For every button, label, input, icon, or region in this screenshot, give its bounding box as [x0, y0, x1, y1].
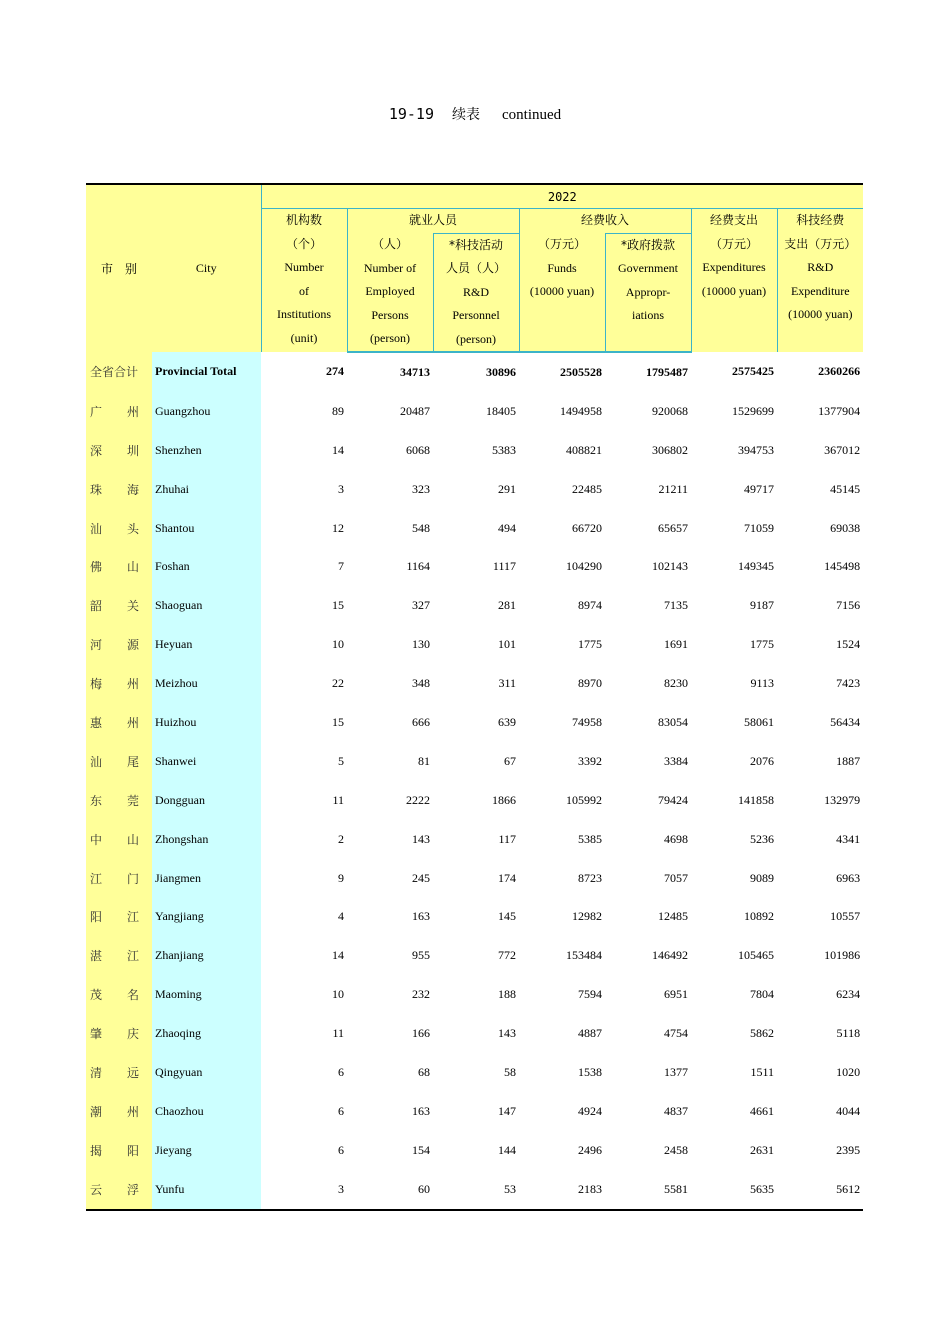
table-cell: 6234 [836, 987, 861, 1002]
table-cell: 6 [338, 1142, 344, 1157]
table-cell: 11 [332, 1026, 344, 1041]
table-cell: 7 [338, 559, 344, 574]
table-cell: 394753 [738, 442, 774, 457]
table-cell: 2360266 [818, 364, 861, 379]
table-cell: 153484 [566, 948, 602, 963]
table-row [86, 859, 863, 898]
table-cell: 3 [261, 1170, 347, 1210]
city-name-cn-text: 中山 [90, 832, 139, 847]
table-cell: 1164 [406, 559, 430, 574]
table-number: 19-19 [388, 105, 434, 123]
city-name-cn [86, 431, 152, 470]
header-expenditures-unit-en: (10000 yuan) [701, 283, 767, 298]
header-institutions-en-1: Number [284, 260, 324, 274]
header-rd-expenditure [777, 209, 863, 353]
city-name-en: Shanwei [152, 742, 261, 781]
table-cell: 5118 [836, 1026, 861, 1041]
table-cell: 1538 [578, 1064, 602, 1079]
table-cell: 5236 [750, 831, 774, 846]
table-row [86, 586, 863, 625]
table-cell: 494 [498, 520, 516, 535]
table-cell: 1887 [836, 753, 861, 768]
table-cell: 2458 [664, 1142, 688, 1157]
header-rd-personnel-en-1: R&D [462, 284, 489, 299]
table-cell: 60 [347, 1170, 433, 1210]
table-cell: 2183 [519, 1170, 605, 1210]
table-cell: 49717 [744, 481, 774, 496]
table-cell: 245 [412, 870, 430, 885]
table-cell: 4698 [664, 831, 688, 846]
table-cell: 68 [418, 1064, 430, 1079]
table-cell: 7057 [664, 870, 688, 885]
header-employed-en-2: Employed [365, 284, 415, 298]
table-cell: 4341 [836, 831, 861, 846]
table-cell: 2222 [406, 792, 430, 807]
table-cell: 9187 [750, 598, 774, 613]
city-name-cn [86, 781, 152, 820]
table-row [86, 820, 863, 859]
header-rd-expenditure-unit-cn: 支出（万元） [784, 236, 857, 251]
header-expenditures-cn: 经费支出 [709, 213, 758, 227]
city-name-cn-text: 韶关 [90, 599, 139, 614]
table-cell: 1529699 [732, 403, 774, 418]
table-cell: 2505528 [560, 364, 602, 379]
table-cell: 11 [332, 792, 344, 807]
table-row [86, 664, 863, 703]
city-name-en: Foshan [152, 547, 261, 586]
table-cell: 30896 [486, 364, 516, 379]
city-name-en: Shantou [152, 509, 261, 548]
table-cell: 163 [412, 1103, 430, 1118]
city-name-cn-text: 全省合计 [90, 365, 139, 380]
table-cell: 7135 [664, 598, 688, 613]
table-cell: 18405 [486, 403, 516, 418]
table-cell: 117 [498, 831, 516, 846]
city-name-cn-text: 珠海 [90, 482, 139, 497]
table-cell: 145 [498, 909, 516, 924]
city-name-cn [86, 664, 152, 703]
table-cell: 4 [338, 909, 344, 924]
table-header [86, 184, 863, 352]
table-cell: 9089 [750, 870, 774, 885]
statistics-table [86, 183, 863, 1211]
table-cell: 8723 [578, 870, 602, 885]
table-cell: 154 [412, 1142, 430, 1157]
table-cell: 10557 [830, 909, 861, 924]
table-cell: 20487 [400, 403, 430, 418]
table-cell: 348 [412, 676, 430, 691]
table-cell: 6068 [406, 442, 430, 457]
city-name-en: Dongguan [152, 781, 261, 820]
city-name-cn-text: 阳江 [90, 910, 139, 925]
table-row [86, 470, 863, 509]
table-cell: 1795487 [646, 364, 688, 379]
city-name-cn-text: 惠州 [90, 715, 139, 730]
table-cell: 74958 [572, 714, 602, 729]
table-cell: 102143 [652, 559, 688, 574]
header-funds-unit-en: (10000 yuan) [529, 284, 595, 298]
header-city-cn: 市 别 [100, 262, 137, 276]
city-name-cn [86, 547, 152, 586]
city-name-cn-text: 佛山 [90, 560, 139, 575]
header-employed-group [347, 209, 519, 234]
table-cell: 7156 [836, 598, 861, 613]
table-cell: 81 [418, 753, 430, 768]
table-cell: 145498 [824, 559, 861, 574]
city-name-cn-text: 河源 [90, 638, 139, 653]
city-name-en: Jieyang [152, 1131, 261, 1170]
city-name-en: Shenzhen [152, 431, 261, 470]
city-name-cn-text: 湛江 [90, 949, 139, 964]
table-cell: 21211 [658, 481, 688, 496]
table-cell: 12485 [658, 909, 688, 924]
table-cell: 45145 [830, 481, 861, 496]
city-name-cn [86, 820, 152, 859]
table-cell: 5 [338, 753, 344, 768]
city-name-cn [86, 1131, 152, 1170]
header-employed-en-3: Persons [371, 307, 409, 322]
table-cell: 143 [412, 831, 430, 846]
city-name-en: Guangzhou [152, 392, 261, 431]
table-cell: 5862 [750, 1026, 774, 1041]
header-institutions [261, 209, 347, 353]
table-cell: 22 [332, 676, 344, 691]
table-cell: 7594 [578, 987, 602, 1002]
header-funds-en: Funds [547, 260, 577, 275]
table-cell: 920068 [652, 403, 688, 418]
table-cell: 1020 [836, 1064, 861, 1079]
table-cell: 1775 [578, 637, 602, 652]
header-year: 2022 [261, 184, 863, 209]
table-cell: 89 [332, 403, 344, 418]
table-row [86, 547, 863, 586]
table-row [86, 625, 863, 664]
header-rd-expenditure-en-2: Expenditure [790, 283, 850, 298]
city-name-cn [86, 859, 152, 898]
table-cell: 1775 [750, 637, 774, 652]
header-institutions-en-3: Institutions [276, 307, 331, 321]
table-cell: 9 [338, 870, 344, 885]
table-cell: 10 [332, 637, 344, 652]
table-row [86, 936, 863, 975]
table-cell: 8970 [578, 676, 602, 691]
header-rd-expenditure-unit-en: (10000 yuan) [788, 307, 853, 321]
table-cell: 141858 [738, 792, 774, 807]
table-cell: 291 [498, 481, 516, 496]
table-cell: 83054 [658, 714, 688, 729]
table-cell: 14 [332, 948, 344, 963]
city-name-en: Heyuan [152, 625, 261, 664]
table-cell: 6 [338, 1064, 344, 1079]
table-row-total [86, 352, 863, 392]
table-cell: 163 [412, 909, 430, 924]
city-name-cn-text: 汕尾 [90, 754, 139, 769]
city-name-cn-text: 茂名 [90, 988, 139, 1003]
header-employed-en-1: Number of [363, 260, 417, 275]
table-row [86, 1131, 863, 1170]
table-row [86, 1053, 863, 1092]
header-funds-group [519, 209, 691, 234]
header-funds-unit-cn: （万元） [537, 237, 586, 251]
table-cell: 1117 [492, 559, 516, 574]
header-employed-unit-cn: （人） [371, 237, 408, 251]
table-cell: 6 [338, 1103, 344, 1118]
city-name-en: Zhanjiang [152, 936, 261, 975]
header-city-en: City [195, 261, 217, 275]
table-cell: 4661 [750, 1103, 774, 1118]
header-city-en-cell [152, 184, 261, 352]
city-name-cn-text: 揭阳 [90, 1143, 139, 1158]
table-cell: 22485 [572, 481, 602, 496]
table-cell: 6951 [664, 987, 688, 1002]
table-cell: 58061 [744, 714, 774, 729]
table-cell: 367012 [824, 442, 861, 457]
city-name-cn-text: 广州 [90, 404, 139, 419]
city-name-en: Jiangmen [152, 859, 261, 898]
table-title [0, 104, 950, 124]
table-cell: 3392 [578, 753, 602, 768]
table-row [86, 431, 863, 470]
table-cell: 4754 [664, 1026, 688, 1041]
header-funds [519, 233, 605, 352]
header-rd-expenditure-en-1: R&D [807, 260, 834, 274]
title-continued-en: continued [502, 107, 562, 123]
table-cell: 4837 [664, 1103, 688, 1118]
table-cell: 639 [498, 714, 516, 729]
city-name-cn [86, 352, 152, 392]
city-name-cn-text: 云浮 [90, 1182, 139, 1197]
header-employed-unit-en: (person) [370, 331, 410, 345]
table-row [86, 1170, 863, 1210]
table-cell: 772 [498, 948, 516, 963]
city-name-cn [86, 936, 152, 975]
header-institutions-unit-en: (unit) [290, 330, 318, 345]
city-name-cn [86, 975, 152, 1014]
table-cell: 323 [412, 481, 430, 496]
table-row [86, 897, 863, 936]
table-cell: 8974 [578, 598, 602, 613]
city-name-cn [86, 1092, 152, 1131]
table-row [86, 742, 863, 781]
city-name-en: Zhaoqing [152, 1014, 261, 1053]
city-name-cn-text: 汕头 [90, 521, 139, 536]
city-name-cn [86, 392, 152, 431]
table-cell: 6963 [836, 870, 861, 885]
table-cell: 56434 [830, 714, 861, 729]
table-cell: 1511 [750, 1064, 774, 1079]
table-cell: 71059 [744, 520, 774, 535]
city-name-cn [86, 509, 152, 548]
city-name-cn-text: 深圳 [90, 443, 139, 458]
city-name-en: Huizhou [152, 703, 261, 742]
table-cell: 232 [412, 987, 430, 1002]
table-cell: 5383 [492, 442, 516, 457]
table-cell: 7804 [750, 987, 774, 1002]
table-row [86, 781, 863, 820]
header-expenditures [691, 209, 777, 353]
city-name-en: Shaoguan [152, 586, 261, 625]
city-name-en: Maoming [152, 975, 261, 1014]
city-name-cn [86, 1053, 152, 1092]
city-name-en: Provincial Total [152, 352, 261, 392]
table-cell: 104290 [566, 559, 602, 574]
table-cell: 9113 [750, 676, 774, 691]
header-gov-en-1: Government [618, 261, 678, 275]
table-cell: 58 [504, 1064, 516, 1079]
table-cell: 65657 [658, 520, 688, 535]
table-cell: 14 [332, 442, 344, 457]
table-cell: 4924 [578, 1103, 602, 1118]
table-cell: 2 [338, 831, 344, 846]
city-name-cn [86, 1014, 152, 1053]
header-rd-personnel-en-2: Personnel [452, 308, 500, 322]
table-cell: 144 [498, 1142, 516, 1157]
table-cell: 1377904 [818, 403, 861, 418]
table-cell: 12 [332, 520, 344, 535]
table-cell: 69038 [830, 520, 861, 535]
table-cell: 130 [412, 637, 430, 652]
table-cell: 34713 [400, 364, 430, 379]
table-cell: 327 [412, 598, 430, 613]
city-name-cn-text: 梅州 [90, 677, 139, 692]
header-gov-cn: *政府拨款 [620, 237, 675, 252]
table-cell: 15 [332, 598, 344, 613]
table-cell: 146492 [652, 948, 688, 963]
city-name-cn [86, 586, 152, 625]
table-cell: 1866 [492, 792, 516, 807]
header-gov [605, 233, 691, 352]
city-name-en: Yunfu [152, 1170, 261, 1210]
table-cell: 132979 [824, 792, 861, 807]
table-cell: 12982 [572, 909, 602, 924]
header-expenditures-en: Expenditures [702, 260, 766, 274]
table-body [86, 352, 863, 1210]
table-cell: 143 [498, 1026, 516, 1041]
city-name-en: Zhongshan [152, 820, 261, 859]
table-cell: 15 [332, 714, 344, 729]
city-name-cn [86, 897, 152, 936]
table-cell: 4044 [836, 1103, 861, 1118]
city-name-cn-text: 江门 [90, 871, 139, 886]
table-cell: 2631 [750, 1142, 774, 1157]
header-institutions-cn: 机构数 [285, 213, 322, 227]
header-gov-en-2: Appropr- [625, 284, 671, 299]
title-continued-cn: 续表 [452, 107, 480, 123]
table-cell: 2575425 [732, 364, 774, 379]
city-name-cn-text: 清远 [90, 1065, 139, 1080]
city-name-cn [86, 1170, 152, 1210]
header-rd-personnel [433, 233, 519, 352]
table-cell: 4887 [578, 1026, 602, 1041]
city-name-en: Meizhou [152, 664, 261, 703]
table-row [86, 1014, 863, 1053]
header-employed-group-label: 就业人员 [408, 213, 457, 227]
header-expenditures-unit-cn: （万元） [709, 236, 758, 251]
table-cell: 149345 [738, 559, 774, 574]
table-cell: 53 [433, 1170, 519, 1210]
table-cell: 1691 [664, 637, 688, 652]
table-row [86, 392, 863, 431]
table-row [86, 1092, 863, 1131]
table-row [86, 509, 863, 548]
table-cell: 147 [498, 1103, 516, 1118]
table-cell: 7423 [836, 676, 861, 691]
table-cell: 8230 [664, 676, 688, 691]
header-institutions-unit-cn: （个） [285, 236, 322, 251]
table-cell: 105465 [738, 948, 774, 963]
table-cell: 281 [498, 598, 516, 613]
table-cell: 2496 [578, 1142, 602, 1157]
table-cell: 1524 [836, 637, 861, 652]
city-name-cn-text: 潮州 [90, 1104, 139, 1119]
city-name-cn-text: 肇庆 [90, 1027, 139, 1042]
header-gov-en-3: iations [632, 308, 664, 322]
table-row [86, 975, 863, 1014]
table-cell: 274 [326, 364, 344, 379]
table-cell: 955 [412, 948, 430, 963]
table-cell: 3384 [664, 753, 688, 768]
table-cell: 666 [412, 714, 430, 729]
header-city-cn-cell [86, 184, 152, 352]
city-name-en: Zhuhai [152, 470, 261, 509]
table-cell: 79424 [658, 792, 688, 807]
city-name-en: Yangjiang [152, 897, 261, 936]
table-cell: 105992 [566, 792, 602, 807]
city-name-cn [86, 625, 152, 664]
header-rd-personnel-unit-cn: 人员（人） [445, 261, 506, 275]
table-cell: 188 [498, 987, 516, 1002]
table-cell: 5581 [605, 1170, 691, 1210]
header-rd-personnel-unit-en: (person) [456, 331, 496, 346]
table-cell: 174 [498, 870, 516, 885]
table-cell: 408821 [566, 442, 602, 457]
city-name-en: Qingyuan [152, 1053, 261, 1092]
city-name-cn [86, 703, 152, 742]
header-rd-personnel-cn: *科技活动 [448, 237, 503, 252]
table-cell: 10 [332, 987, 344, 1002]
table-cell: 1494958 [560, 403, 602, 418]
table-cell: 67 [504, 753, 516, 768]
table-cell: 10892 [744, 909, 774, 924]
table-cell: 306802 [652, 442, 688, 457]
city-name-en: Chaozhou [152, 1092, 261, 1131]
table-cell: 548 [412, 520, 430, 535]
table-cell: 311 [498, 676, 516, 691]
header-institutions-en-2: of [299, 283, 309, 298]
table-row [86, 703, 863, 742]
table-cell: 101986 [824, 948, 861, 963]
table-cell: 2076 [750, 753, 774, 768]
header-employed [347, 233, 433, 352]
header-funds-group-label: 经费收入 [580, 213, 629, 227]
table-cell: 2395 [836, 1142, 861, 1157]
table-cell: 166 [412, 1026, 430, 1041]
table-cell: 101 [498, 637, 516, 652]
table-cell: 3 [338, 481, 344, 496]
city-name-cn-text: 东莞 [90, 793, 139, 808]
table-cell: 5385 [578, 831, 602, 846]
table-cell: 66720 [572, 520, 602, 535]
city-name-cn [86, 742, 152, 781]
table-cell: 5612 [777, 1170, 863, 1210]
table-cell: 5635 [691, 1170, 777, 1210]
table-cell: 1377 [664, 1064, 688, 1079]
header-rd-expenditure-cn: 科技经费 [796, 213, 845, 227]
city-name-cn [86, 470, 152, 509]
